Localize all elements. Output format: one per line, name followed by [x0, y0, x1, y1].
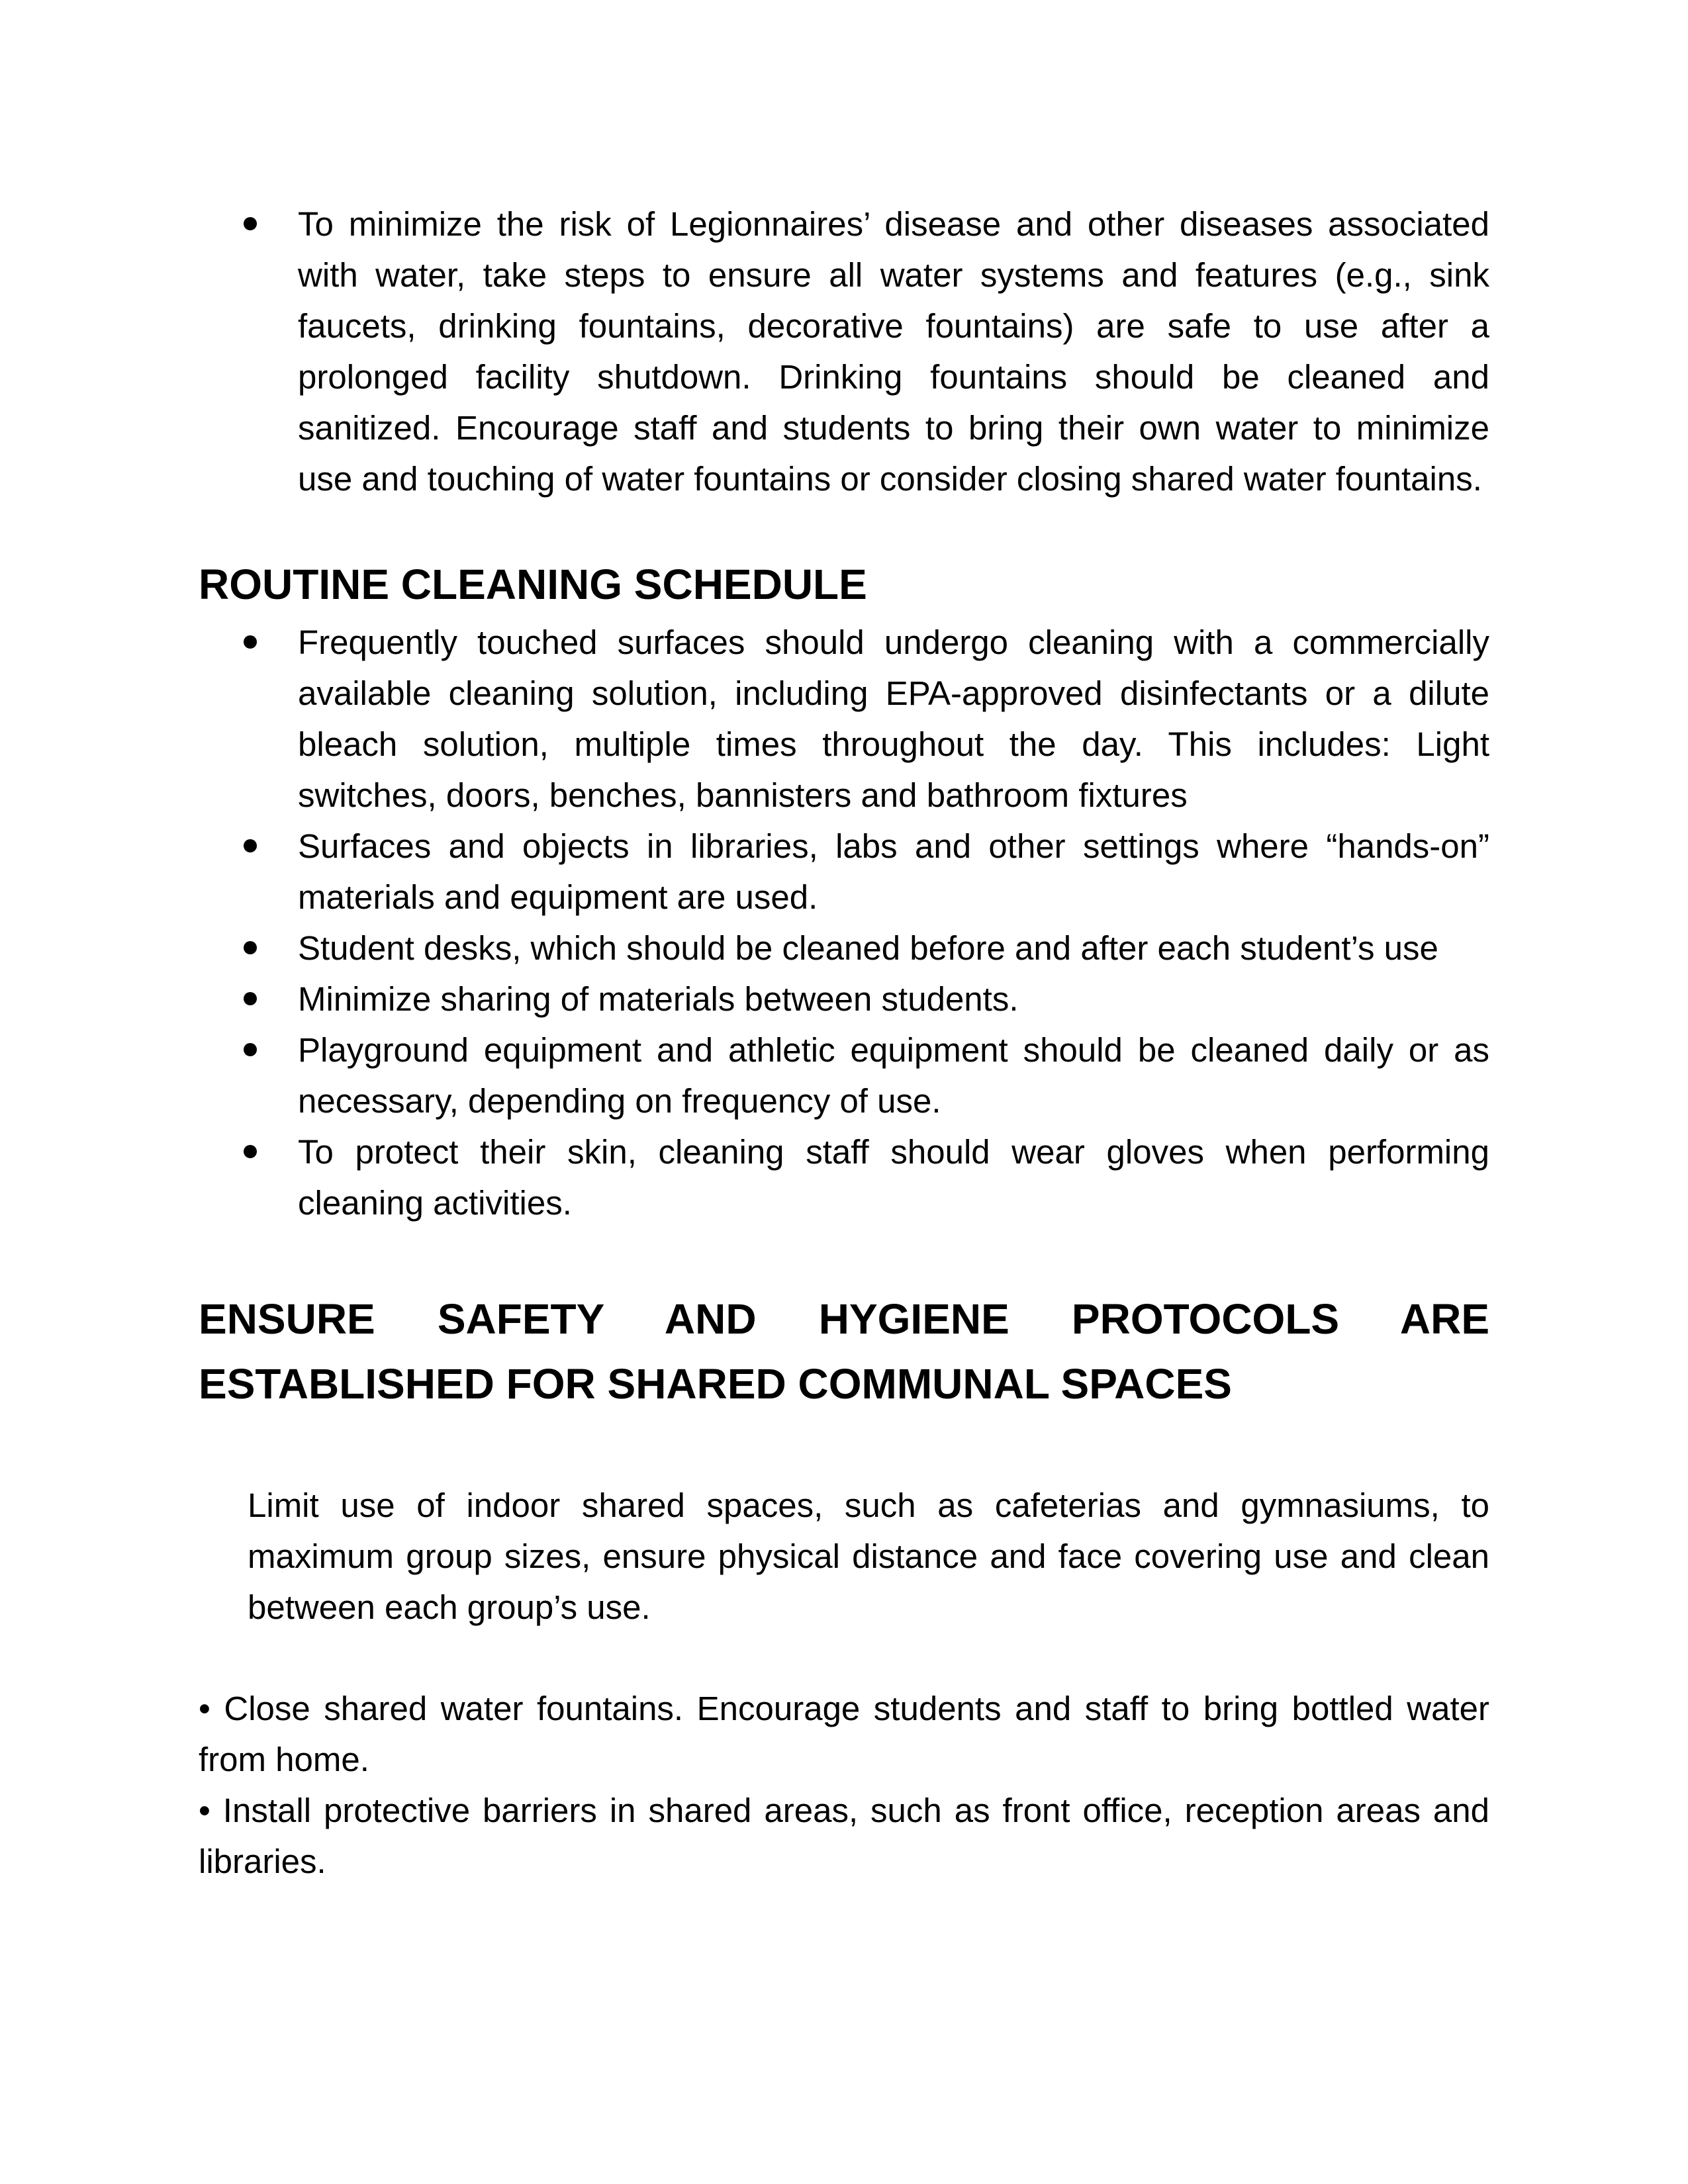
- bullet-icon: [244, 1145, 257, 1158]
- list-item-text: Frequently touched surfaces should undergo cleaning with a commercially available cleaning solution, including EPA-approved disinfectants or a dilute bleach solution, multiple times throughout the day. This includes: Light switches, doors, benches, bannisters and bathroom fixtures: [298, 623, 1489, 814]
- list-item: [199, 617, 1489, 821]
- communal-spaces-paragraph: Limit use of indoor shared spaces, such as cafeterias and gymnasiums, to maximum group sizes, ensure physical distance and face covering use and clean between each group’s use.: [248, 1486, 1489, 1626]
- list-item: [199, 1126, 1489, 1228]
- list-item: • Close shared water fountains. Encourage students and staff to bring bottled water from home.: [199, 1690, 1489, 1778]
- list-item-text: Surfaces and objects in libraries, labs and other settings where “hands-on” materials and equipment are used.: [298, 827, 1489, 916]
- list-item-text: Playground equipment and athletic equipment should be cleaned daily or as necessary, depending on frequency of use.: [298, 1031, 1489, 1120]
- section-heading-routine-cleaning: ROUTINE CLEANING SCHEDULE: [199, 561, 867, 608]
- list-item: • Install protective barriers in shared areas, such as front office, reception areas and libraries.: [199, 1792, 1489, 1880]
- bullet-icon: [244, 1043, 257, 1056]
- communal-spaces-bullets: [199, 1683, 1489, 1887]
- list-item-text: Student desks, which should be cleaned before and after each student’s use: [298, 929, 1438, 967]
- bullet-icon: [244, 217, 257, 230]
- list-item-text: To minimize the risk of Legionnaires’ disease and other diseases associated with water, take steps to ensure all water systems and features (e.g., sink faucets, drinking fountains, decorative fountains) are safe to use after a prolonged facility shutdown. Drinking fountains should be cleaned and sanitized. Encourage staff and students to bring their own water to minimize use and touching of water fountains or consider closing shared water fountains.: [298, 205, 1489, 498]
- water-systems-list: [199, 199, 1489, 504]
- bullet-icon: [244, 839, 257, 852]
- routine-cleaning-list: [199, 617, 1489, 1228]
- list-item: [199, 199, 1489, 504]
- bullet-icon: [244, 992, 257, 1005]
- list-item: [199, 1024, 1489, 1126]
- document-page: [199, 199, 1489, 1887]
- bullet-icon: [244, 635, 257, 649]
- list-item: [199, 923, 1489, 974]
- section-heading-communal-spaces: ENSURE SAFETY AND HYGIENE PROTOCOLS ARE ESTABLISHED FOR SHARED COMMUNAL SPACES: [199, 1295, 1489, 1408]
- list-item: [199, 974, 1489, 1024]
- list-item: [199, 821, 1489, 923]
- list-item-text: To protect their skin, cleaning staff should wear gloves when performing cleaning activities.: [298, 1133, 1489, 1222]
- bullet-icon: [244, 941, 257, 954]
- list-item-text: Minimize sharing of materials between students.: [298, 980, 1019, 1018]
